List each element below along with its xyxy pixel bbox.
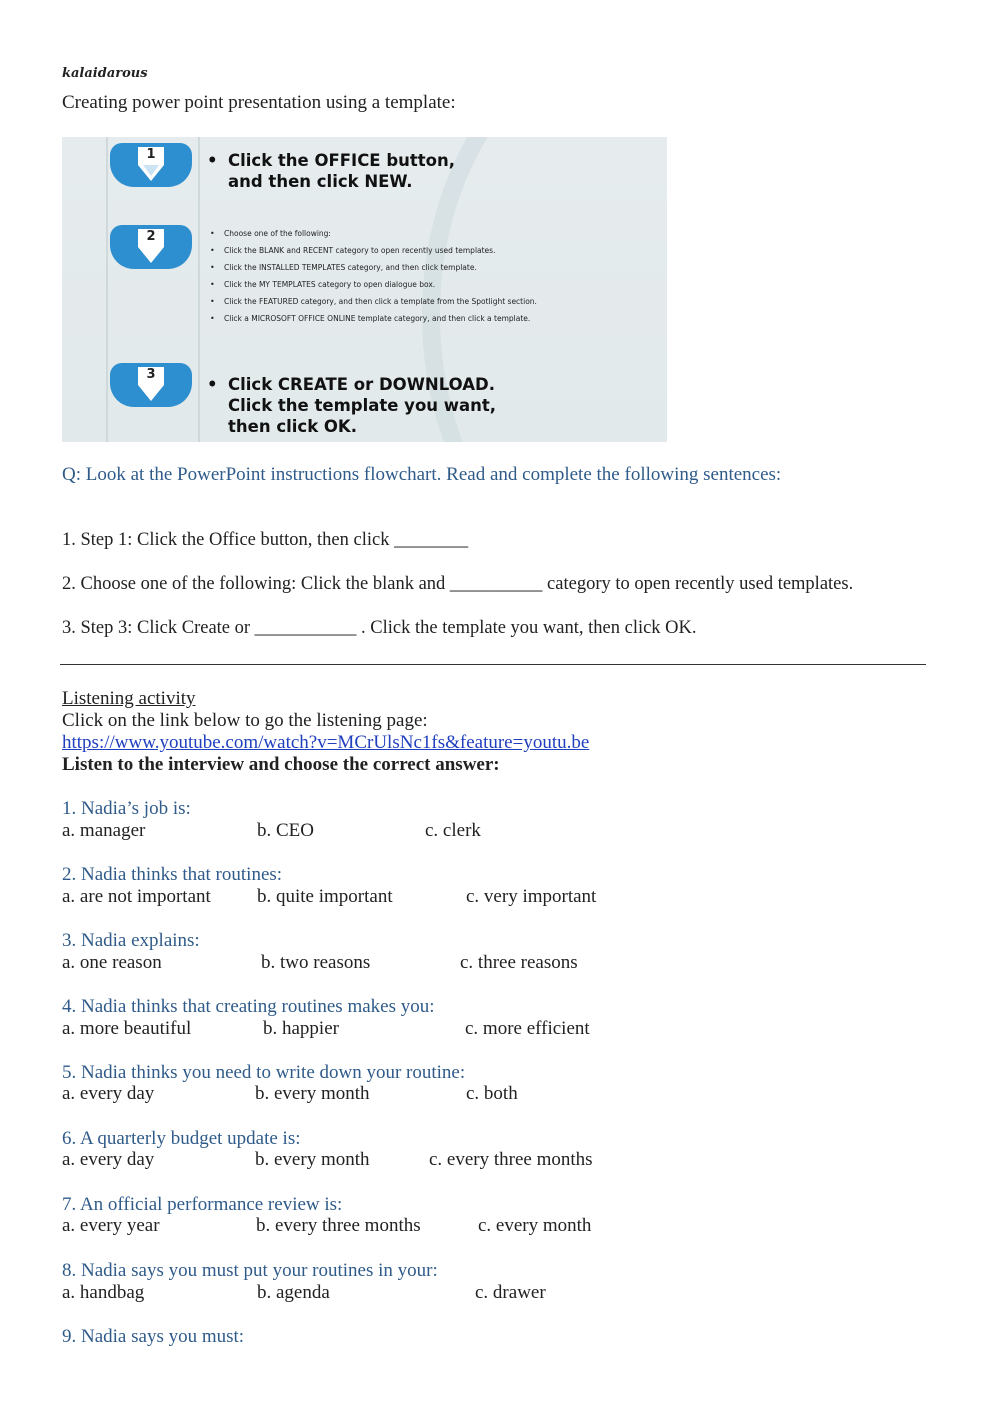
author-name: kalaidarous — [62, 66, 148, 81]
option-a[interactable]: a. handbag — [62, 1282, 145, 1303]
listening-link[interactable]: https://www.youtube.com/watch?v=MCrUlsNc1fs&feature=youtu.be — [62, 732, 590, 753]
list-item: • Click the MY TEMPLATES category to open dialogue box. — [210, 280, 640, 289]
option-b[interactable]: b. every month — [255, 1083, 370, 1104]
listening-instruction: Listen to the interview and choose the correct answer: — [62, 754, 500, 775]
listening-intro: Click on the link below to go the listening page: — [62, 710, 428, 731]
question-header: Q: Look at the PowerPoint instructions flowchart. Read and complete the following sentences: — [62, 464, 782, 485]
section-divider — [60, 664, 926, 665]
divider-line — [198, 137, 200, 442]
option-b[interactable]: b. quite important — [257, 886, 393, 907]
list-item: • Click a MICROSOFT OFFICE ONLINE template category, and then click a template. — [210, 314, 640, 323]
option-c[interactable]: c. drawer — [475, 1282, 546, 1303]
question-text: 2. Nadia thinks that routines: — [62, 864, 283, 885]
divider-line — [106, 137, 108, 442]
option-a[interactable]: a. are not important — [62, 886, 211, 907]
option-a[interactable]: a. every day — [62, 1083, 155, 1104]
page-title: Creating power point presentation using a template: — [62, 92, 456, 113]
step-1-arrow-icon — [110, 141, 192, 187]
question-text: 9. Nadia says you must: — [62, 1326, 245, 1347]
step-number: 1 — [146, 147, 156, 162]
question-text: 4. Nadia thinks that creating routines makes you: — [62, 996, 435, 1017]
fill-sentence: 1. Step 1: Click the Office button, then click ________ — [62, 530, 469, 550]
option-a[interactable]: a. every day — [62, 1149, 155, 1170]
option-c[interactable]: c. clerk — [425, 820, 481, 841]
powerpoint-flowchart — [62, 137, 667, 442]
step-3-arrow-icon — [110, 361, 192, 407]
option-a[interactable]: a. manager — [62, 820, 146, 841]
listening-title: Listening activity — [62, 688, 196, 709]
list-item: • Choose one of the following: — [210, 229, 640, 238]
option-a[interactable]: a. one reason — [62, 952, 162, 973]
question-text: 6. A quarterly budget update is: — [62, 1128, 301, 1149]
question-text: 5. Nadia thinks you need to write down your routine: — [62, 1062, 466, 1083]
option-a[interactable]: a. every year — [62, 1215, 160, 1236]
step-1-text: • Click the OFFICE button, and then click NEW. — [207, 151, 456, 191]
step-2-options-list — [210, 229, 640, 331]
option-b[interactable]: b. every month — [255, 1149, 370, 1170]
option-b[interactable]: b. every three months — [256, 1215, 421, 1236]
option-b[interactable]: b. two reasons — [261, 952, 371, 973]
option-b[interactable]: b. agenda — [257, 1282, 330, 1303]
option-b[interactable]: b. CEO — [257, 820, 314, 841]
option-a[interactable]: a. more beautiful — [62, 1018, 192, 1039]
list-item: • Click the FEATURED category, and then click a template from the Spotlight section. — [210, 297, 640, 306]
option-c[interactable]: c. both — [466, 1083, 518, 1104]
step-2-arrow-icon — [110, 223, 192, 269]
question-text: 8. Nadia says you must put your routines in your: — [62, 1260, 438, 1281]
fill-sentence: 3. Step 3: Click Create or ___________ . Click the template you want, then click OK. — [62, 618, 697, 638]
option-c[interactable]: c. more efficient — [465, 1018, 590, 1039]
step-number: 3 — [146, 367, 156, 382]
option-b[interactable]: b. happier — [263, 1018, 339, 1039]
list-item: • Click the INSTALLED TEMPLATES category, and then click template. — [210, 263, 640, 272]
fill-sentence: 2. Choose one of the following: Click the blank and __________ category to open recently used templates. — [62, 574, 854, 594]
question-text: 1. Nadia’s job is: — [62, 798, 191, 819]
question-text: 7. An official performance review is: — [62, 1194, 343, 1215]
option-c[interactable]: c. very important — [466, 886, 597, 907]
option-c[interactable]: c. three reasons — [460, 952, 578, 973]
option-c[interactable]: c. every three months — [429, 1149, 593, 1170]
step-3-text: • Click CREATE or DOWNLOAD. Click the template you want, then click OK. — [207, 375, 497, 436]
list-item: • Click the BLANK and RECENT category to open recently used templates. — [210, 246, 640, 255]
step-number: 2 — [146, 229, 156, 244]
option-c[interactable]: c. every month — [478, 1215, 592, 1236]
question-text: 3. Nadia explains: — [62, 930, 200, 951]
